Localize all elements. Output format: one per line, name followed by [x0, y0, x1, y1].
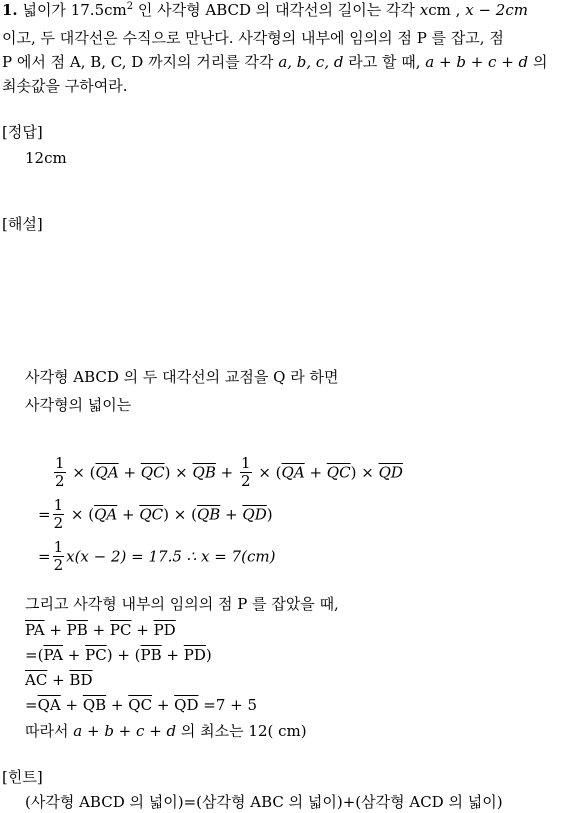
- solution-line-2: 사각형의 넓이는: [25, 396, 132, 414]
- problem-text: 의: [532, 53, 548, 71]
- sum-line-2: $=(\overline{PA} + \overline{PC}) + (\overline{PB} + \overline{PD})$: [25, 646, 212, 664]
- problem-line-3: [2, 52, 547, 72]
- solution-label: [해설]: [2, 215, 43, 233]
- var-abcd: a, b, c, d: [278, 53, 344, 71]
- var-sum: a + b + c + d: [425, 53, 529, 71]
- solution-line-3: 그리고 사각형 내부의 임의의 점 P 를 잡았을 때,: [25, 595, 339, 613]
- fraction-half: $\frac{1}{2}$: [55, 454, 65, 490]
- segment-qa: $\overline{QA}$: [95, 463, 119, 482]
- area-exponent: 2: [126, 1, 134, 12]
- sum-line-1: $\overline{PA} + \overline{PB} + \overline{PC} + \overline{PD}$: [25, 621, 176, 639]
- area-unit: cm: [104, 1, 127, 19]
- answer-value: 12cm: [25, 149, 67, 167]
- solution-conclusion: 따라서 a + b + c + d 의 최소는 12( cm): [25, 722, 307, 740]
- problem-text: 인 사각형 ABCD 의 대각선의 길이는 각각: [137, 1, 416, 19]
- problem-line-1: [2, 0, 528, 20]
- answer-label: [정답]: [2, 123, 43, 141]
- fraction-half: $\frac{1}{2}$: [53, 538, 64, 574]
- segment-qd: $\overline{QD}$: [378, 463, 403, 482]
- problem-number: 1.: [2, 1, 18, 19]
- hint-text: (사각형 ABCD 의 넓이)=(삼각형 ABC 의 넓이)+(삼각형 ACD 의 넓이): [25, 793, 503, 811]
- problem-text: cm ,: [428, 1, 461, 19]
- diagonal-length: x − 2cm: [465, 1, 528, 19]
- equation-1: $\frac{1}{2}$ × $(\overline{QA} + \overline{QC}) \times \overline{QB}$ + $\frac{1}{2}$ × $(\overline{QA} + \overline{QC}) \times \overline{QD}$: [55, 454, 403, 490]
- sum-line-4: $=\overline{QA} + \overline{QB} + \overline{QC} + \overline{QD} =7 + 5$: [25, 696, 258, 714]
- var-x: x: [419, 1, 429, 19]
- fraction-half: $\frac{1}{2}$: [53, 496, 64, 532]
- equation-2: = $\frac{1}{2}$ × $(\overline{QA} + \overline{QC}) \times (\overline{QB} + \overline{QD})$: [38, 496, 273, 532]
- problem-text: 넓이가: [22, 1, 66, 19]
- hint-label: [힌트]: [2, 768, 43, 786]
- sum-line-3: $\overline{AC} + \overline{BD}$: [25, 671, 93, 689]
- fraction-half: $\frac{1}{2}$: [241, 454, 251, 490]
- segment-qc: $\overline{QC}$: [140, 463, 165, 482]
- solution-line-1: 사각형 ABCD 의 두 대각선의 교점을 Q 라 하면: [25, 368, 339, 386]
- problem-line-4: 최솟값을 구하여라.: [2, 77, 128, 95]
- area-value: 17.5: [70, 1, 105, 19]
- problem-text: P 에서 점 A, B, C, D 까지의 거리를 각각: [2, 53, 274, 71]
- problem-line-2: 이고, 두 대각선은 수직으로 만난다. 사각형의 내부에 임의의 점 P 를 잡고, 점: [2, 29, 504, 47]
- equation-3: = $\frac{1}{2}$ x(x − 2) = 17.5 ∴ x = 7(cm): [38, 538, 276, 574]
- segment-qb: $\overline{QB}$: [192, 463, 216, 482]
- problem-text: 라고 할 때,: [348, 53, 421, 71]
